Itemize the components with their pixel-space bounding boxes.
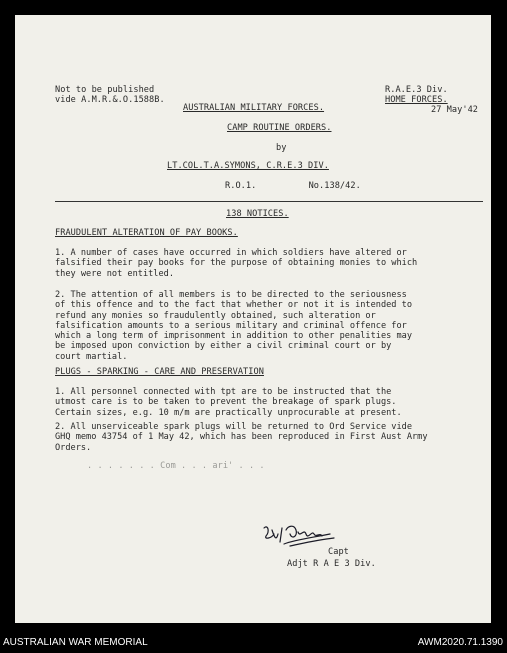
section-heading: 138 NOTICES. [226,209,289,219]
archive-footer [0,623,507,653]
item1-paragraph-2: 2. The attention of all members is to be directed to the seriousness of this offence and to the fact that whether or not it is intended to refund any monies so fraudulently obtained, such alteration or falsification amounts to a serious military and criminal offence for which a long term of imprisonment in addition to other penalities may be imposed upon conviction by either a civil criminal court or by court martial. [55,290,412,362]
unit-line-1: R.A.E.3 Div. [385,85,448,95]
item1-paragraph-1: 1. A number of cases have occurred in which soldiers have altered or falsified their pay books for the purpose of obtaining monies to which they were not entitled. [55,248,418,279]
separator-rule [55,201,483,202]
order-reference: R.O.1. No.138/42. [225,181,361,191]
document-date: 27 May'42 [431,105,479,115]
signatory-rank: Capt [328,547,349,557]
signatory-title: Adjt R A E 3 Div. [287,559,376,569]
item2-heading: PLUGS - SPARKING - CARE AND PRESERVATION [55,367,264,377]
item1-heading: FRAUDULENT ALTERATION OF PAY BOOKS. [55,228,238,238]
issuing-officer: LT.COL.T.A.SYMONS, C.R.E.3 DIV. [167,161,329,171]
unit-line-2: HOME FORCES. [385,95,448,105]
archive-name: AUSTRALIAN WAR MEMORIAL [3,637,148,648]
restriction-line-1: Not to be published [55,85,155,95]
restriction-line-2: vide A.M.R.&.O.1588B. [55,95,165,105]
document-title: AUSTRALIAN MILITARY FORCES. [183,103,325,113]
archive-reference: AWM2020.71.1390 [417,637,503,648]
document-page [15,15,491,623]
item2-paragraph-1: 1. All personnel connected with tpt are to be instructed that the utmost care is to be taken to prevent the breakage of spark plugs. Certain sizes, e.g. 10 m/m are practically unprocurable at present. [55,387,402,418]
by-line: by [276,143,287,153]
document-subtitle: CAMP ROUTINE ORDERS. [227,123,332,133]
faint-text-line: . . . . . . . Com . . . ari' . . . [87,461,265,471]
item2-paragraph-2: 2. All unserviceable spark plugs will be returned to Ord Service vide GHQ memo 43754 of 1 May 42, which has been reproduced in First Aust Army Orders. [55,422,428,453]
